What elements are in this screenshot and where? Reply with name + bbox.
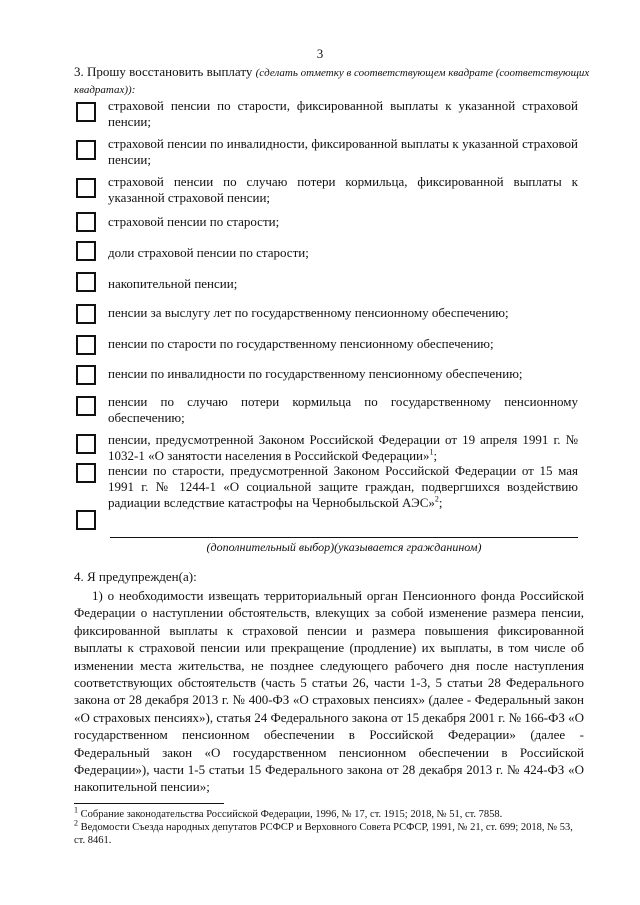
- option-label: пенсии, предусмотренной Законом Российской Федерации от 19 апреля 1991 г. № 1032-1 «О занятости населения в Российской Федерации»$^1$;: [108, 432, 578, 463]
- footnote-divider: [74, 803, 224, 804]
- option-label: страховой пенсии по случаю потери кормильца, фиксированной выплаты к указанной страховой пенсии;: [108, 174, 578, 205]
- footnote-1: $^1$ Собрание законодательства Российской Федерации, 1996, № 17, ст. 1915; 2018, № 51, ст. 7858.: [74, 805, 503, 820]
- option-label: страховой пенсии по инвалидности, фиксированной выплаты к указанной страховой пенсии;: [108, 136, 578, 167]
- footnotes: [74, 805, 584, 847]
- option-label: доли страховой пенсии по старости;: [108, 245, 309, 260]
- section-3-note: (сделать отметку в соответствующем квадрате (соответствующих квадратах)):: [74, 67, 590, 96]
- checkbox[interactable]: [76, 396, 96, 416]
- section-4-paragraph: 1) о необходимости извещать территориальный орган Пенсионного фонда Российской Федерации о наступлении обстоятельств, влекущих за собой изменение размера пенсии, фиксированной выплаты к страховой пенсии и размера повышения фиксированной выплаты к страховой пенсии или прекращение (продление) их выплаты, в том числе об изменении места жительства, не позднее следующего рабочего дня после наступления соответствующих обстоятельств (часть 5 статьи 26, части 1-3, 5 статьи 28 Федерального закона от 28 декабря 2013 г. № 400-ФЗ «О страховых пенсиях» (далее - Федеральный закон «О страховых пенсиях»), статья 24 Федерального закона от 15 декабря 2001 г. № 166-ФЗ «О государственном пенсионном обеспечении в Российской Федерации» (далее - Федеральный закон «О государственном пенсионном обеспечении в Российской Федерации»), части 1-5 статьи 15 Федерального закона от 28 декабря 2013 г. № 424-ФЗ «О накопительной пенсии»;: [74, 588, 584, 795]
- option-label: страховой пенсии по старости, фиксированной выплаты к указанной страховой пенсии;: [108, 98, 578, 129]
- checkbox[interactable]: [76, 463, 96, 483]
- section-4-title: 4. Я предупрежден(а):: [74, 569, 197, 584]
- checkbox[interactable]: [76, 365, 96, 385]
- checkbox[interactable]: [76, 140, 96, 160]
- checkbox[interactable]: [76, 272, 96, 292]
- additional-choice-caption: (дополнительный выбор)(указывается гражданином): [206, 540, 482, 554]
- checkbox[interactable]: [76, 510, 96, 530]
- page-number: 3: [316, 46, 324, 61]
- checkbox[interactable]: [76, 434, 96, 454]
- checkbox[interactable]: [76, 178, 96, 198]
- option-label: пенсии по случаю потери кормильца по государственному пенсионному обеспечению;: [108, 394, 578, 425]
- footnote-2: $^2$ Ведомости Съезда народных депутатов РСФСР и Верховного Совета РСФСР, 1991, № 21, ст. 699; 2018, № 53, ст. 8461.: [74, 818, 573, 846]
- checkbox[interactable]: [76, 335, 96, 355]
- option-label: пенсии по старости, предусмотренной Законом Российской Федерации от 15 мая 1991 г. № 1244-1 «О социальной защите граждан, подвергшихся воздействию радиации вследствие катастрофы на Чернобыльской АЭС»$^2$;: [108, 463, 578, 510]
- option-label: страховой пенсии по старости;: [108, 214, 280, 229]
- section-3-title: 3. Прошу восстановить выплату: [74, 64, 253, 79]
- checkbox[interactable]: [76, 304, 96, 324]
- section-3-heading: [74, 64, 604, 98]
- checkbox[interactable]: [76, 102, 96, 122]
- option-label: пенсии за выслугу лет по государственному пенсионному обеспечению;: [108, 305, 509, 320]
- option-label: накопительной пенсии;: [108, 276, 238, 291]
- additional-choice-line[interactable]: [110, 537, 578, 538]
- checkbox[interactable]: [76, 212, 96, 232]
- checkbox[interactable]: [76, 241, 96, 261]
- option-label: пенсии по старости по государственному пенсионному обеспечению;: [108, 336, 494, 351]
- option-label: пенсии по инвалидности по государственному пенсионному обеспечению;: [108, 366, 523, 381]
